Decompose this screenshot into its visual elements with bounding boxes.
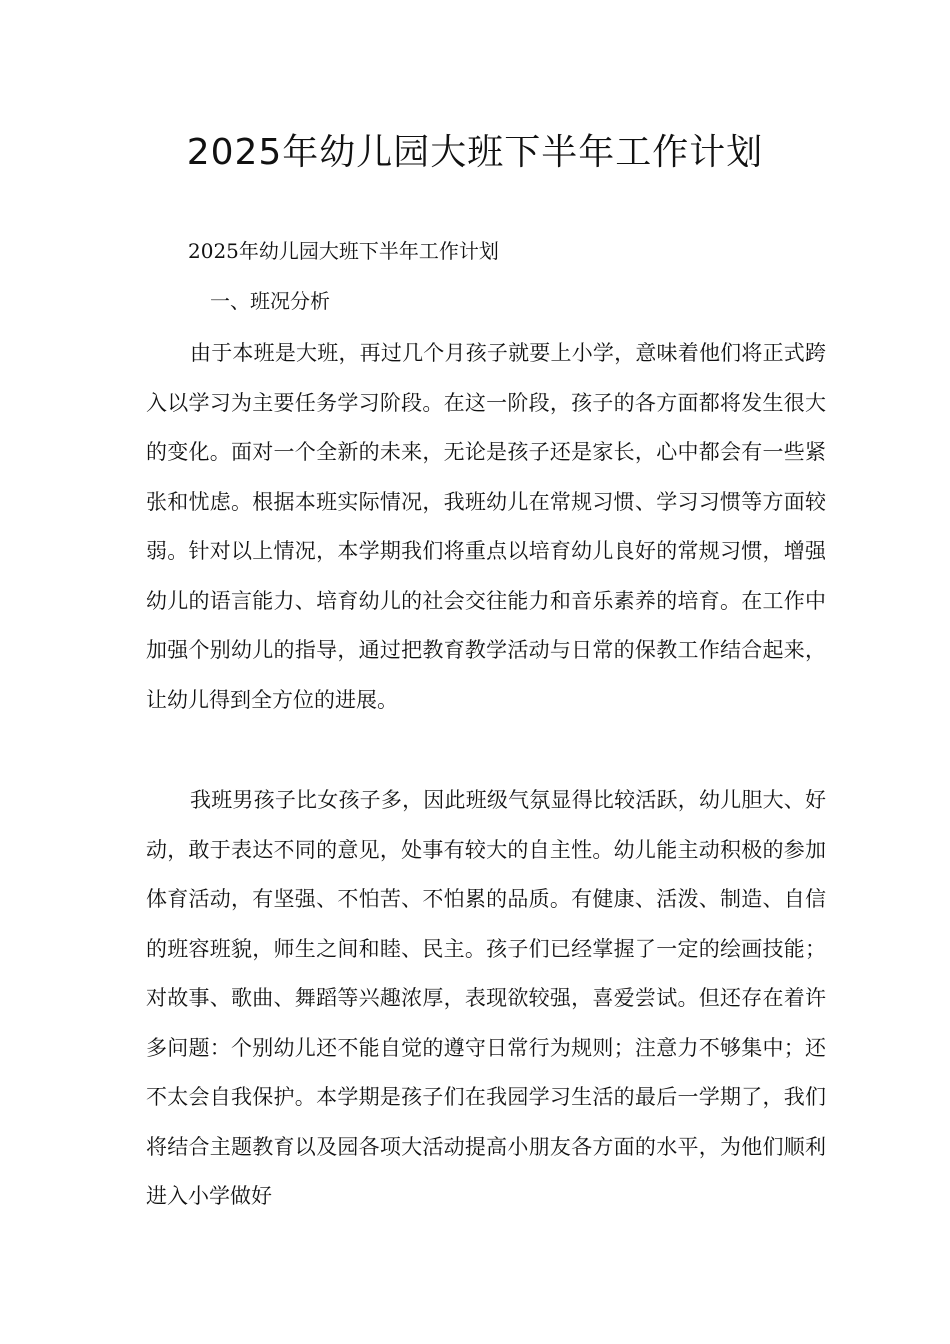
body-paragraph: 由于本班是大班，再过几个月孩子就要上小学，意味着他们将正式跨入以学习为主要任务学习阶段。在这一阶段，孩子的各方面都将发生很大的变化。面对一个全新的未来，无论是孩子还是家长，心中都会有一些紧张和忧虑。根据本班实际情况，我班幼儿在常规习惯、学习习惯等方面较弱。针对以上情况，本学期我们将重点以培育幼儿良好的常规习惯，增强幼儿的语言能力、培育幼儿的社会交往能力和音乐素养的培育。在工作中加强个别幼儿的指导，通过把教育教学活动与日常的保教工作结合起来，让幼儿得到全方位的进展。 xyxy=(146,341,826,712)
section-heading: 一、班况分析 xyxy=(210,289,330,313)
document-title: 2025年幼儿园大班下半年工作计划 xyxy=(186,132,764,173)
body-paragraph: 我班男孩子比女孩子多，因此班级气氛显得比较活跃，幼儿胆大、好动，敢于表达不同的意见，处事有较大的自主性。幼儿能主动积极的参加体育活动，有坚强、不怕苦、不怕累的品质。有健康、活泼、制造、自信的班容班貌，师生之间和睦、民主。孩子们已经掌握了一定的绘画技能；对故事、歌曲、舞蹈等兴趣浓厚，表现欲较强，喜爱尝试。但还存在着许多问题：个别幼儿还不能自觉的遵守日常行为规则；注意力不够集中；还不太会自我保护。本学期是孩子们在我园学习生活的最后一学期了，我们将结合主题教育以及园各项大活动提高小朋友各方面的水平，为他们顺利进入小学做好 xyxy=(146,788,826,1208)
document-subtitle: 2025年幼儿园大班下半年工作计划 xyxy=(188,239,499,263)
